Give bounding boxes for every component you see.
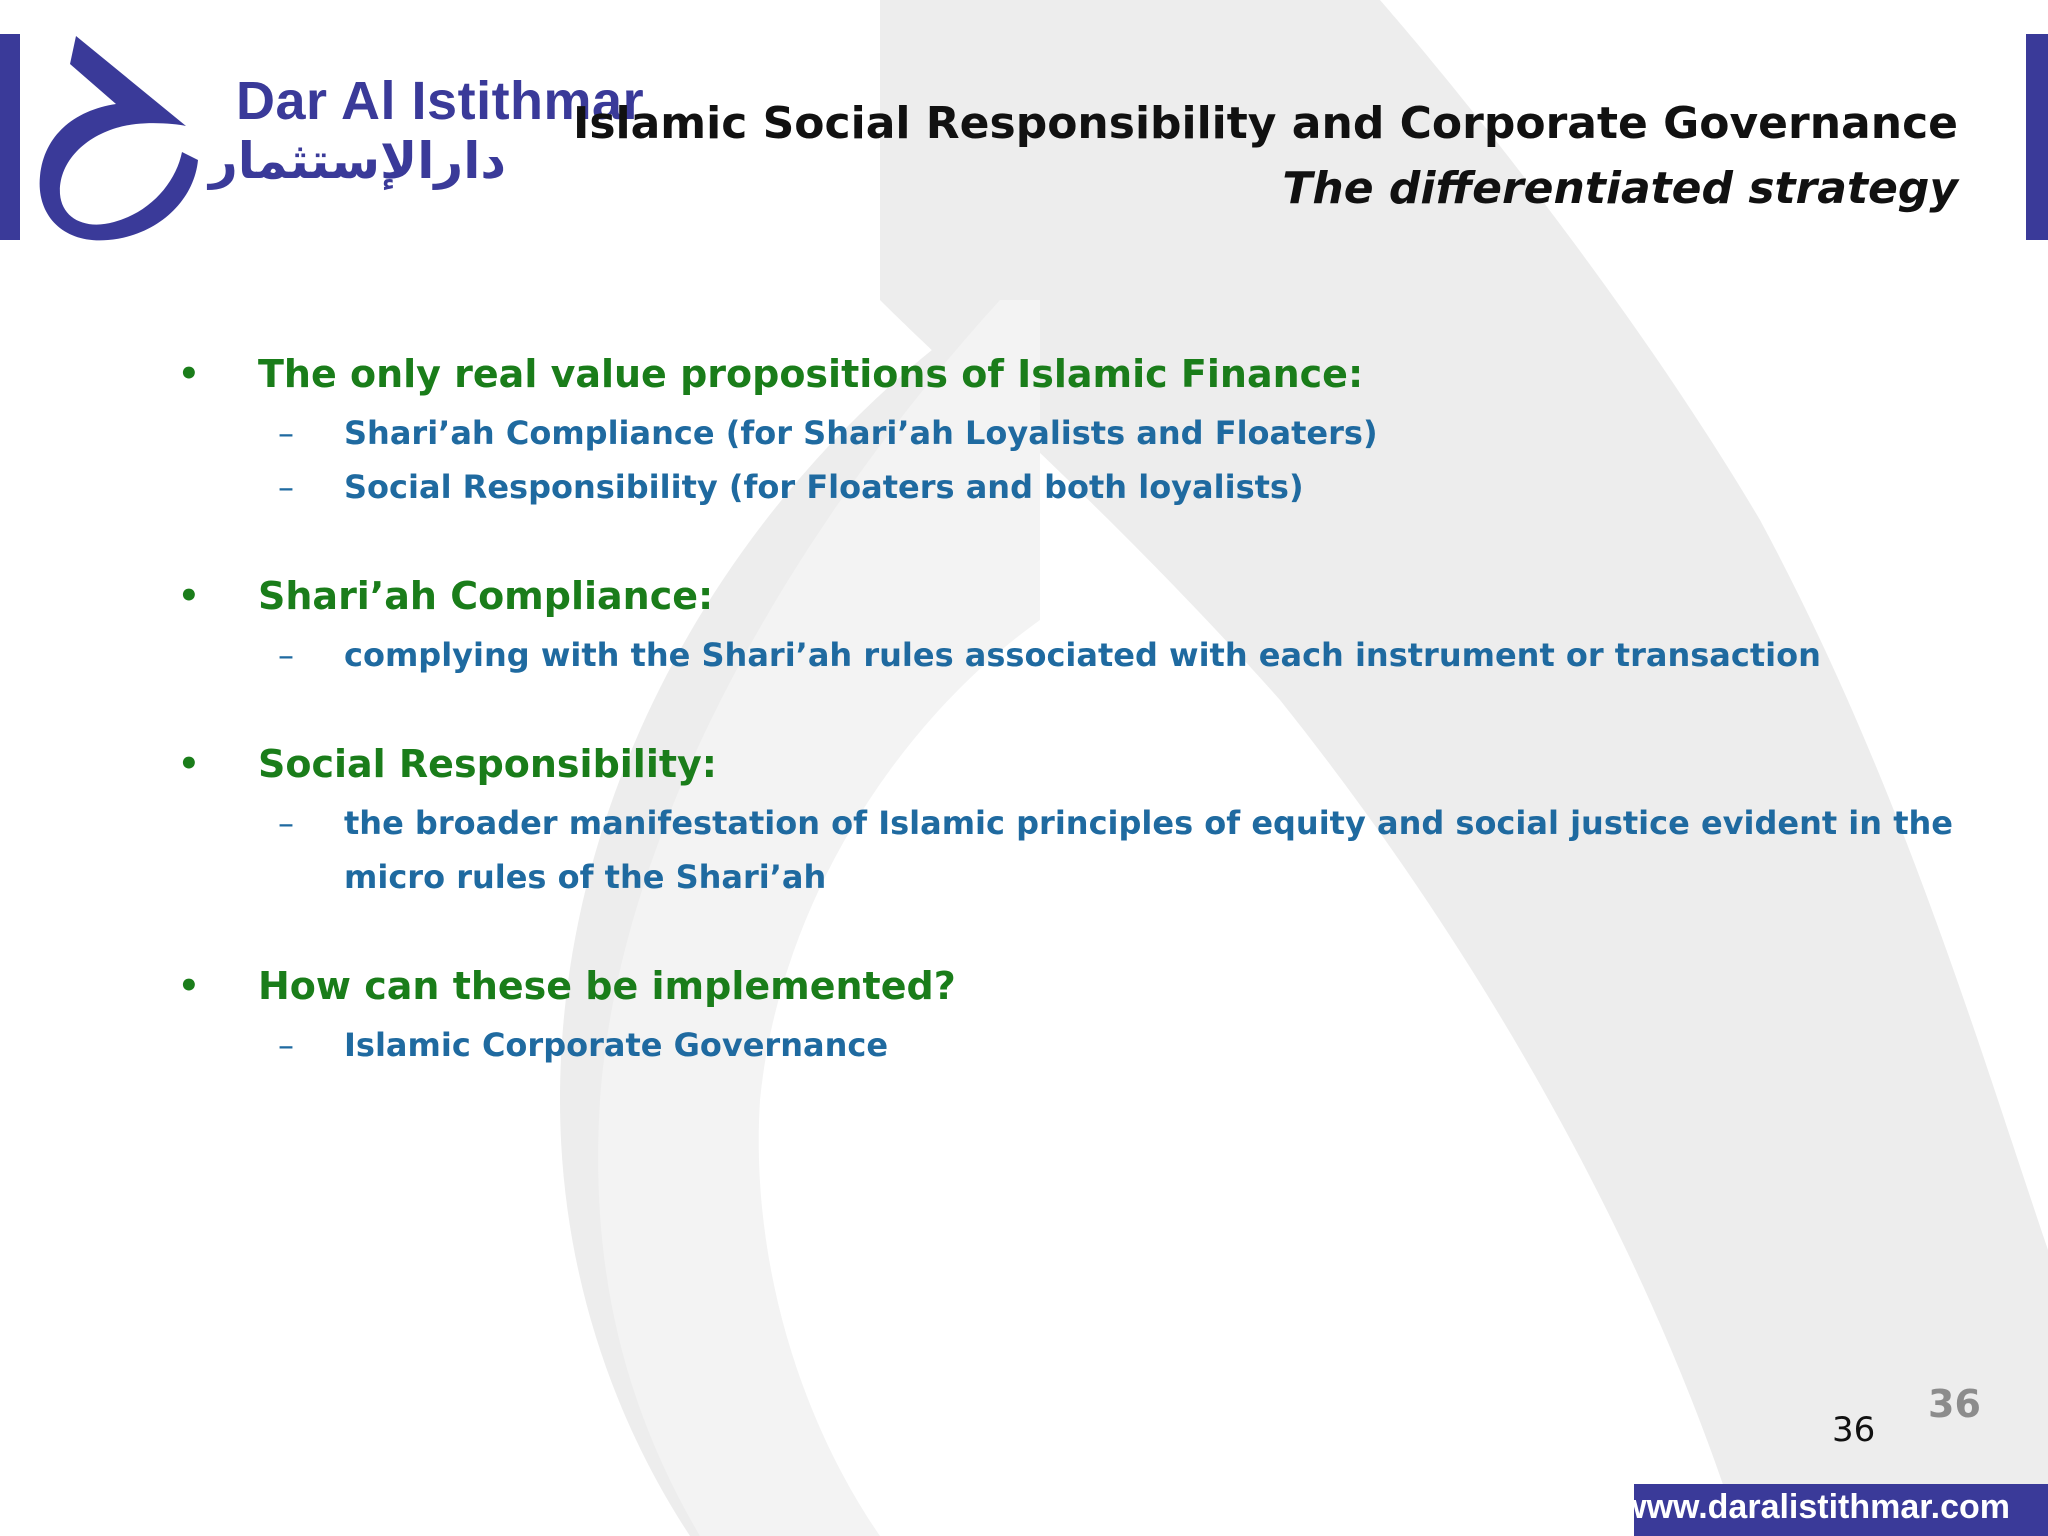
company-logo <box>36 34 645 244</box>
logo-name-english: Dar Al Istithmar <box>236 71 645 131</box>
sub-list <box>278 406 1978 514</box>
bullet-text: How can these be implemented? <box>258 964 956 1008</box>
logo-name-arabic: دارالإستثمار <box>208 132 506 190</box>
bullet-item <box>178 564 1978 628</box>
slide-subtitle: The differentiated strategy <box>1282 163 1958 214</box>
bullet-item <box>178 342 1978 406</box>
sub-list <box>278 628 1978 682</box>
sub-text: Islamic Corporate Governance <box>344 1026 889 1064</box>
bullet-dot: • <box>178 744 200 784</box>
sub-list <box>278 1018 1978 1072</box>
slide-number-badge: 36 <box>1928 1382 1981 1426</box>
bullet-text: Social Responsibility: <box>258 742 717 786</box>
bullet-group <box>178 732 1978 904</box>
sub-item <box>278 406 1978 460</box>
footer-url: www.daralistithmar.com <box>1620 1488 2010 1526</box>
sub-item <box>278 1018 1978 1072</box>
bullet-group <box>178 954 1978 1072</box>
slide-title: Islamic Social Responsibility and Corporate Governance <box>572 98 1958 149</box>
bullet-dot: • <box>178 576 200 616</box>
bullet-group <box>178 564 1978 682</box>
sub-text: complying with the Shari’ah rules associated with each instrument or transaction <box>344 636 1821 674</box>
sub-item <box>278 460 1978 514</box>
sub-text: the broader manifestation of Islamic principles of equity and social justice evident in the micro rules of the Shari’ah <box>344 804 1953 896</box>
sub-text: Shari’ah Compliance (for Shari’ah Loyalists and Floaters) <box>344 414 1378 452</box>
slide-header <box>573 92 1958 222</box>
footer-bar <box>1620 1484 2048 1536</box>
bullet-text: Shari’ah Compliance: <box>258 574 714 618</box>
sub-dash: – <box>278 468 294 506</box>
bullet-text: The only real value propositions of Islamic Finance: <box>258 352 1364 396</box>
sub-item <box>278 628 1978 682</box>
sub-list <box>278 796 1978 904</box>
slide-content <box>178 342 1978 1122</box>
sub-dash: – <box>278 636 294 674</box>
sub-text: Social Responsibility (for Floaters and both loyalists) <box>344 468 1304 506</box>
sub-dash: – <box>278 414 294 452</box>
left-edge-bar <box>0 34 20 240</box>
sub-dash: – <box>278 804 294 842</box>
bullet-dot: • <box>178 966 200 1006</box>
logo-mark-icon <box>36 34 206 244</box>
bullet-group <box>178 342 1978 514</box>
bullet-item <box>178 732 1978 796</box>
bullet-dot: • <box>178 354 200 394</box>
slide-number: 36 <box>1832 1410 1876 1450</box>
bullet-item <box>178 954 1978 1018</box>
right-edge-bar <box>2026 34 2048 240</box>
sub-dash: – <box>278 1026 294 1064</box>
sub-item <box>278 796 1978 904</box>
